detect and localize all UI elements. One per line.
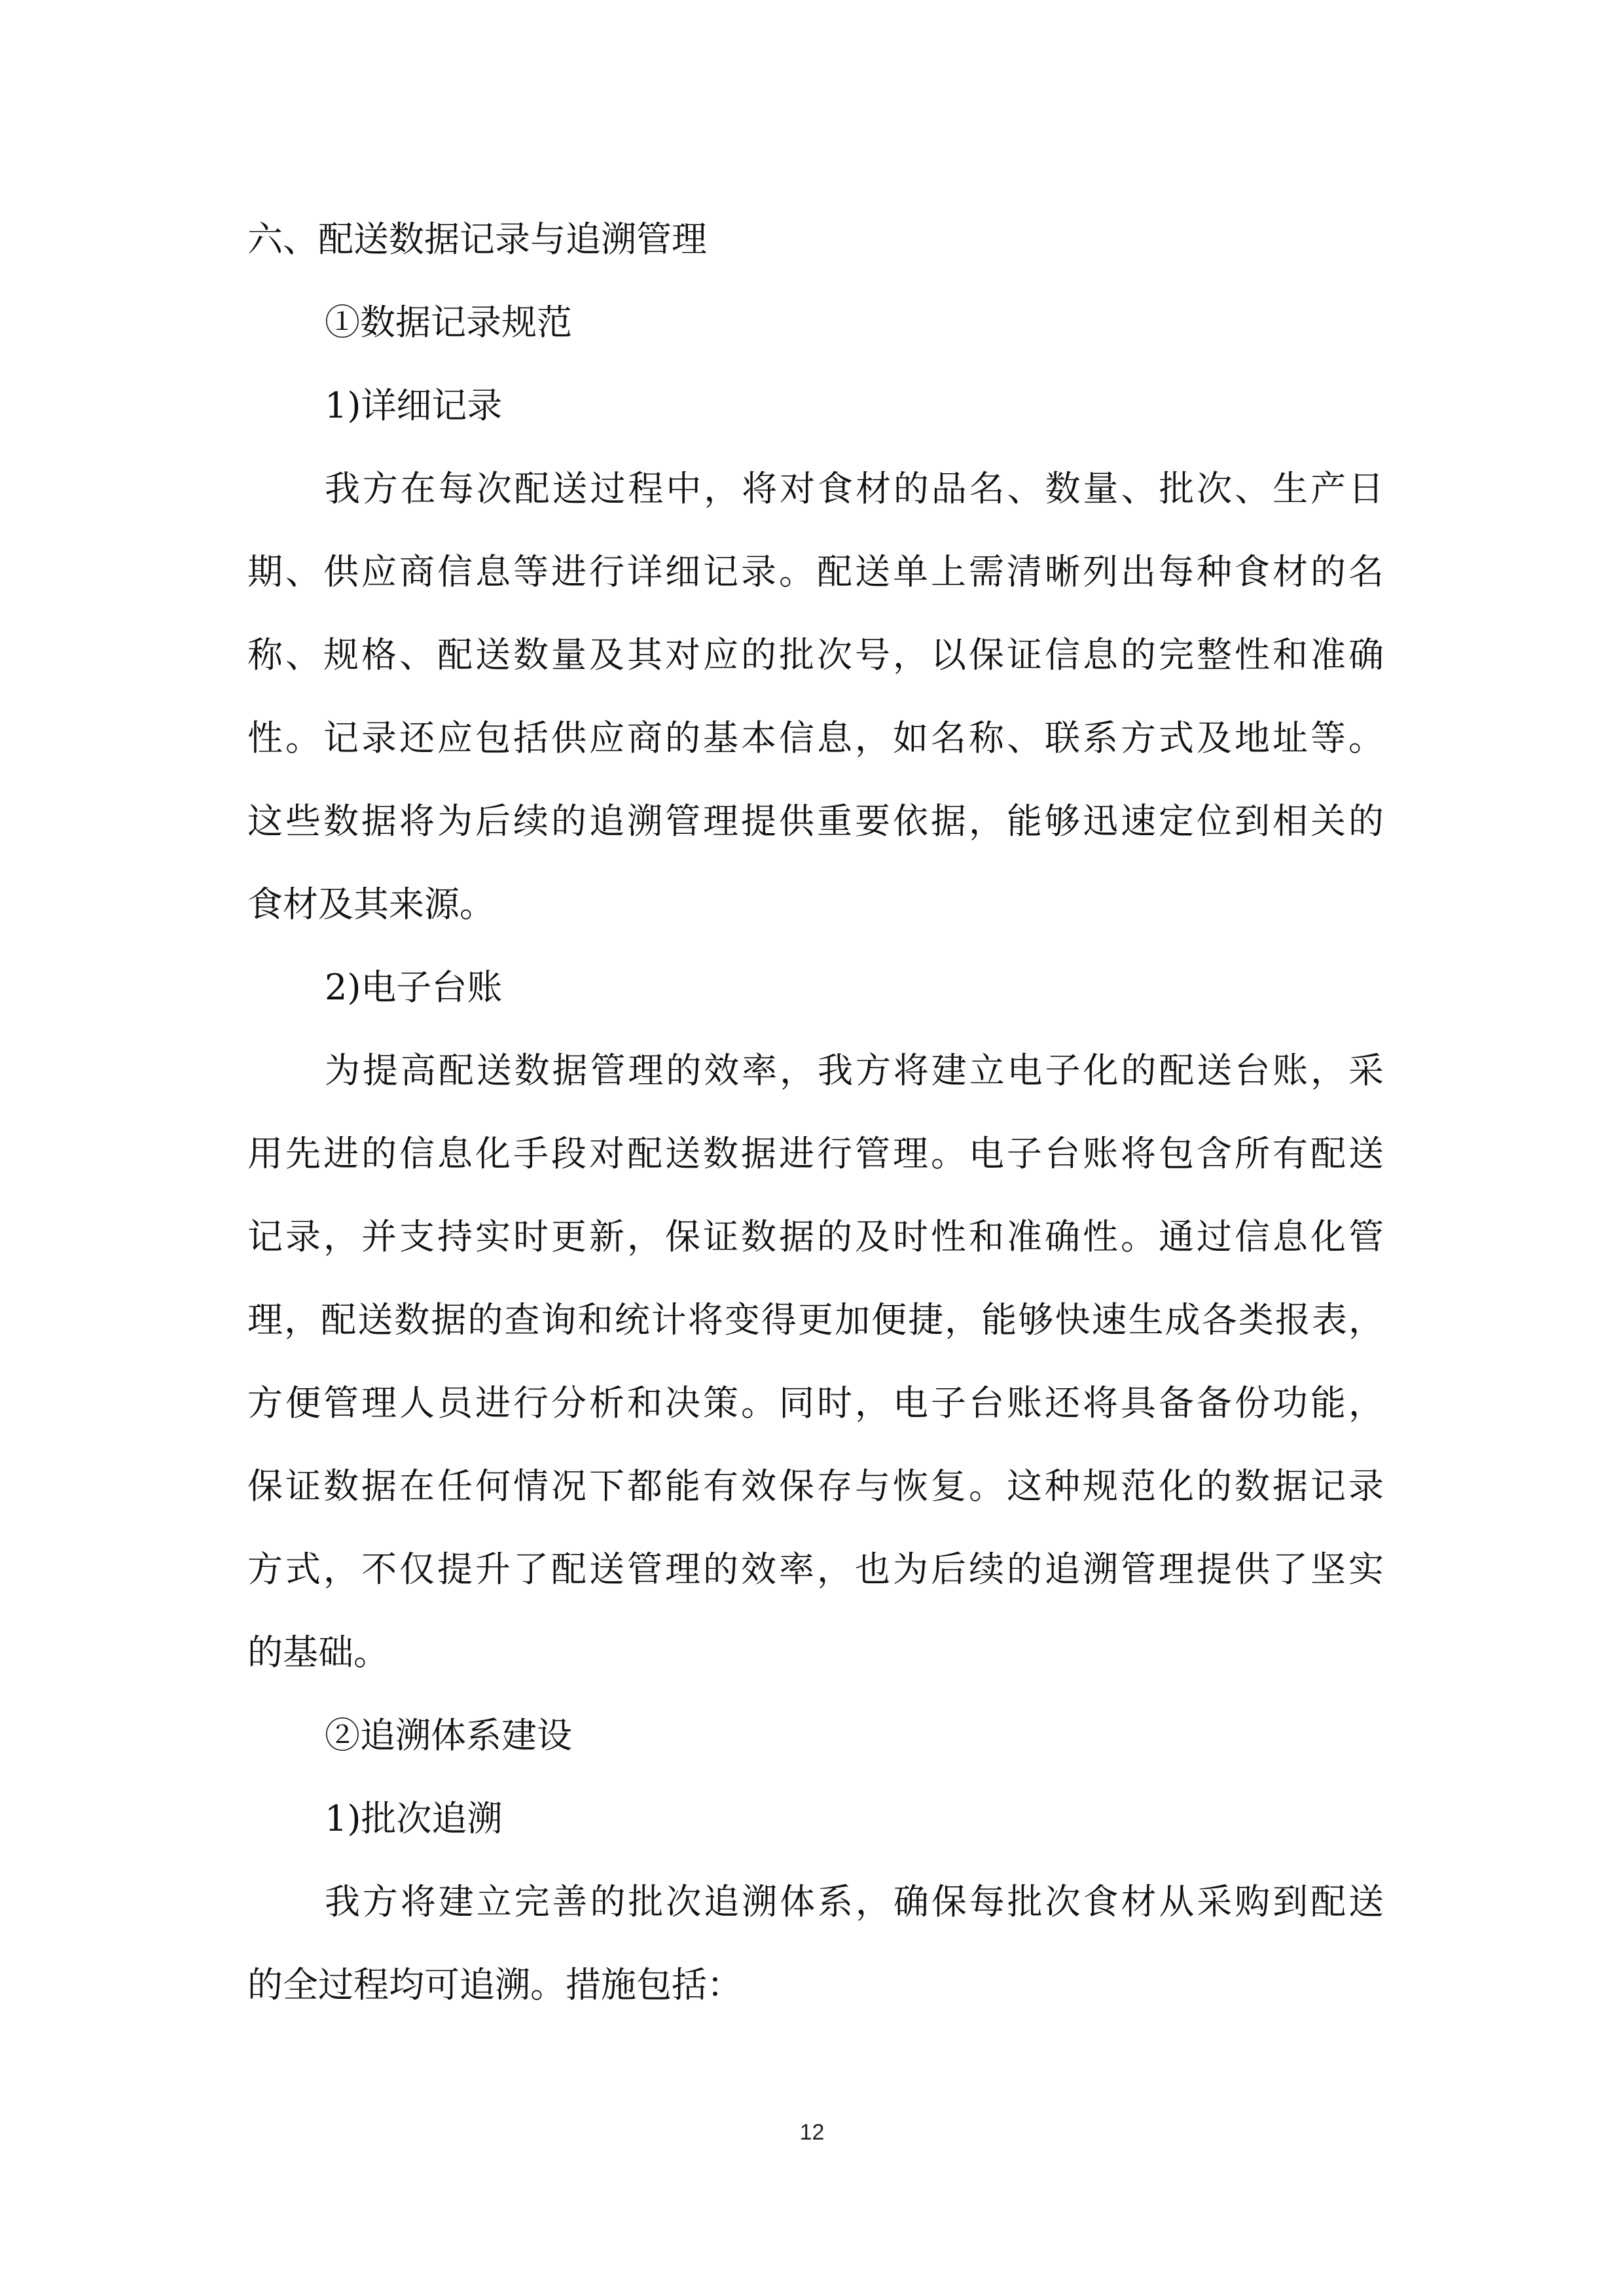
paragraph-line: 食材及其来源。 <box>247 884 495 925</box>
paragraph-line: 性。记录还应包括供应商的基本信息，如名称、联系方式及地址等。 <box>247 717 1384 759</box>
subsection-title: ①数据记录规范 <box>325 302 572 343</box>
paragraph-line: 为提高配送数据管理的效率，我方将建立电子化的配送台账，采 <box>325 1050 1384 1091</box>
paragraph-line: 的全过程均可追溯。措施包括： <box>247 1964 742 2005</box>
paragraph-line: 期、供应商信息等进行详细记录。配送单上需清晰列出每种食材的名 <box>247 551 1384 592</box>
paragraph-line: 记录，并支持实时更新，保证数据的及时性和准确性。通过信息化管 <box>247 1216 1384 1257</box>
item-title: 2)电子台账 <box>325 967 503 1008</box>
paragraph-line: 理，配送数据的查询和统计将变得更加便捷，能够快速生成各类报表， <box>247 1299 1384 1340</box>
document-page <box>247 0 1384 2296</box>
item-title: 1)批次追溯 <box>325 1798 503 1839</box>
item-title: 1)详细记录 <box>325 385 503 426</box>
section-heading: 六、配送数据记录与追溯管理 <box>247 219 707 260</box>
paragraph-line: 我方将建立完善的批次追溯体系，确保每批次食材从采购到配送 <box>325 1881 1384 1922</box>
paragraph-line: 方便管理人员进行分析和决策。同时，电子台账还将具备备份功能， <box>247 1382 1384 1424</box>
paragraph-line: 的基础。 <box>247 1632 389 1673</box>
paragraph-line: 这些数据将为后续的追溯管理提供重要依据，能够迅速定位到相关的 <box>247 800 1384 842</box>
paragraph-line: 称、规格、配送数量及其对应的批次号，以保证信息的完整性和准确 <box>247 634 1384 675</box>
paragraph-line: 我方在每次配送过程中，将对食材的品名、数量、批次、生产日 <box>325 468 1384 509</box>
subsection-title: ②追溯体系建设 <box>325 1715 572 1756</box>
page-number: 12 <box>799 2120 825 2145</box>
paragraph-line: 保证数据在任何情况下都能有效保存与恢复。这种规范化的数据记录 <box>247 1465 1384 1507</box>
paragraph-line: 用先进的信息化手段对配送数据进行管理。电子台账将包含所有配送 <box>247 1133 1384 1174</box>
paragraph-line: 方式，不仅提升了配送管理的效率，也为后续的追溯管理提供了坚实 <box>247 1549 1384 1590</box>
